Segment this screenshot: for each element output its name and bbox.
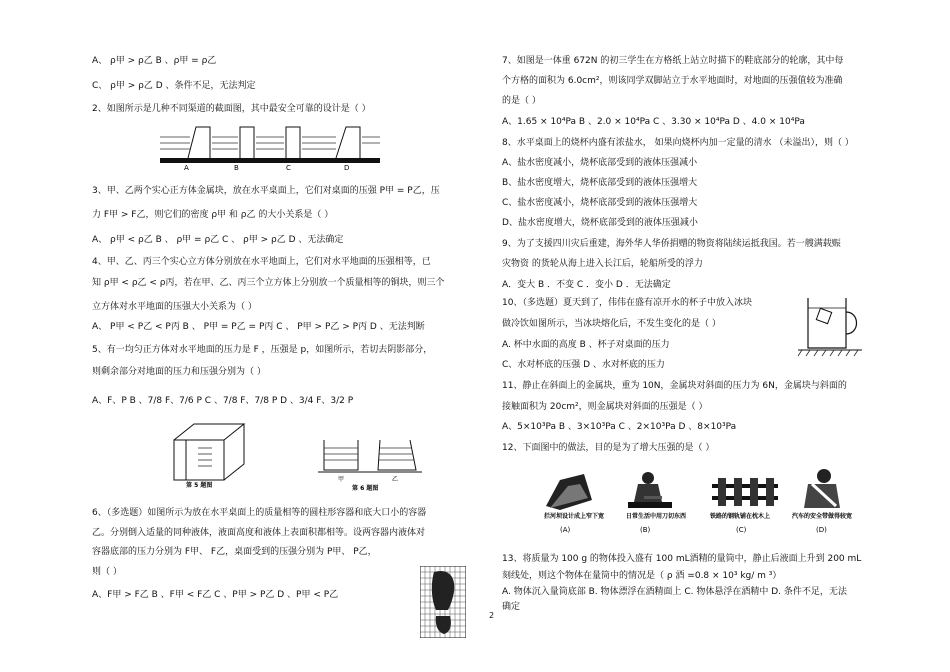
q2-label-d: D	[344, 164, 350, 171]
q11-options: A、5×10³Pa B 、3×10³Pa C 、2×10³Pa D 、8×10³Pa	[502, 422, 737, 432]
q12-letter-c: (C)	[736, 526, 747, 534]
q1-options-cd: C、 ρ甲 > ρ乙 D 、条件不足，无法判定	[92, 81, 256, 91]
q11-line1: 11、静止在斜面上的金属块，重为 10N，金属块对斜面的压力为 6N，金属块与斜面的	[502, 381, 847, 391]
q10-cup-figure	[796, 292, 866, 362]
q11-line2: 接触面积为 20cm²，则金属块对斜面的压强是（ ）	[502, 402, 708, 412]
q2-question: 2、如图所示是几种不同渠道的截面图，其中最安全可靠的设计是（ ）	[92, 104, 371, 114]
q12-rail-picture	[712, 478, 778, 506]
q9-line2: 灾物资 的货轮从海上进入长江后，轮船所受的浮力	[502, 259, 703, 269]
q13-line2: 刻线处，则这个物体在量筒中的情况是（ ρ 酒 =0.8 × 10³ kg/ m ³）	[502, 571, 782, 581]
q3-line2: 力 F甲 > F乙，则它们的密度 ρ甲 和 ρ乙 的大小关系是（ ）	[92, 210, 334, 220]
q2-label-a: A	[184, 164, 189, 171]
q8-option-a: A、盐水密度减小，烧杯底部受到的液体压强减小	[502, 158, 698, 168]
q6-containers-figure	[318, 436, 422, 492]
q3-options: A、 ρ甲 < ρ乙 B 、 ρ甲 = ρ乙 C 、 ρ甲 > ρ乙 D 、无法确定	[92, 235, 344, 245]
q10-options-ab: A. 杯中水面的高度 B 、杯子对桌面的压力	[502, 340, 670, 350]
q9-options: A．变大 B ．不变 C ．变小 D ．无法确定	[502, 280, 671, 290]
q7-line2: 个方格的面积为 6.0cm²，则该同学双脚站立于水平地面时，对地面的压强值较为准确	[502, 76, 843, 86]
q9-line1: 9、为了支援四川灾后重建，海外华人华侨捐赠的物资将陆续运抵我国。若一艘满载赈	[502, 239, 841, 249]
fig5-caption: 第 5 题图	[186, 482, 213, 488]
fig6-caption: 第 6 题图	[352, 485, 379, 492]
q6-line2: 乙。分别倒入适量的同种液体，液面高度和液体上表面积都相等。设两容器内液体对	[92, 528, 426, 538]
q6-options: A、F甲 > F乙 B 、F甲 < F乙 C 、P甲 > P乙 D 、P甲 < P乙	[92, 590, 339, 600]
q4-line2: 知 ρ甲 < ρ乙 < ρ丙，若在甲、乙、丙三个立方体上分别放一个质量相等的铜块，则三个	[92, 278, 445, 288]
q4-options: A、 P甲 < P乙 < P丙 B 、 P甲 = P乙 = P丙 C 、 P甲 > P乙 > P丙 D 、无法判断	[92, 322, 425, 332]
q4-line3: 立方体对水平地面的压强大小关系为（ ）	[92, 302, 257, 312]
q5-line1: 5、有一均匀正方体对水平地面的压力是 F ，压强是 p，如图所示，若切去阴影部分，	[92, 345, 433, 355]
q12-letter-b: (B)	[640, 526, 651, 534]
q5-cube-figure	[168, 420, 254, 488]
q8-option-c: C、盐水密度减小，烧杯底部受到的液体压强增大	[502, 198, 698, 208]
q5-line2: 则剩余部分对地面的压力和压强分别为（ ）	[92, 367, 266, 377]
q12-seatbelt-picture	[804, 469, 840, 508]
page-number: 2	[489, 611, 495, 620]
q10-line1: 10、（多选题）夏天到了，伟伟在盛有凉开水的杯子中放入冰块	[502, 298, 752, 308]
q2-channel-figure	[160, 123, 380, 171]
fig6-label-jia: 甲	[338, 476, 345, 483]
q6-line3: 容器底部的压力分别为 F甲、 F乙，桌面受到的压强分别为 P甲、 P乙，	[92, 547, 377, 557]
q12-caption-a: 拦河坝设计成上窄下宽	[544, 513, 605, 520]
q12-letter-d: (D)	[816, 526, 827, 534]
q13-options-cont: 确定	[502, 602, 521, 612]
q12-pictures-figure	[540, 466, 854, 538]
q12-knife-picture	[628, 472, 672, 508]
q8-option-d: D、盐水密度增大，烧杯底部受到的液体压强减小	[502, 218, 698, 228]
q6-line4: 则（ ）	[92, 567, 122, 577]
q1-options-ab: A、 ρ甲 > ρ乙 B 、ρ甲 = ρ乙	[92, 56, 217, 66]
q5-options: A、F、P B 、7/8 F、7/6 P C 、7/8 F、7/8 P D 、3/4 F、3/2 P	[92, 396, 354, 406]
q4-line1: 4、甲、乙、丙三个实心立方体分别放在水平地面上，它们对水平地面的压强相等，已	[92, 257, 431, 267]
q8-option-b: B、盐水密度增大，烧杯底部受到的液体压强增大	[502, 178, 698, 188]
q12-caption-b: 日常生活中用刀切东西	[626, 513, 687, 520]
q7-line1: 7、如图是一体重 672N 的初三学生在方格纸上站立时描下的鞋底部分的轮廓，其中每	[502, 56, 844, 66]
q13-options: A. 物体沉入量筒底部 B. 物体漂浮在酒精面上 C. 物体悬浮在酒精中 D. 条件不足，无法	[502, 587, 847, 597]
q3-line1: 3、甲、乙两个实心正方体金属块，放在水平桌面上，它们对桌面的压强 P甲 = P乙，压	[92, 186, 440, 196]
q12-letter-a: (A)	[560, 526, 571, 534]
q7-options: A、1.65 × 10⁴Pa B 、2.0 × 10⁴Pa C 、3.30 × 10⁴Pa D 、4.0 × 10⁴Pa	[502, 117, 805, 127]
q7-shoeprint-grid-figure	[420, 566, 466, 638]
q12-question: 12、下面图中的做法，目的是为了增大压强的是（ ）	[502, 443, 715, 453]
q6-line1: 6、（多选题）如图所示为放在水平桌面上的质量相等的圆柱形容器和底大口小的容器	[92, 508, 427, 518]
q12-dam-picture	[546, 474, 592, 510]
q12-caption-d: 汽车的安全带做得较宽	[792, 513, 853, 520]
q12-caption-c: 铁路的钢轨铺在枕木上	[710, 513, 771, 520]
q2-label-b: B	[234, 164, 239, 171]
q10-line2: 做冷饮如图所示，当冰块熔化后，不发生变化的是（ ）	[502, 319, 721, 329]
q13-line1: 13、将质量为 100 g 的物体投入盛有 100 mL酒精的量筒中，静止后液面上升到 200 mL	[502, 554, 862, 564]
q7-line3: 的是（ ）	[502, 96, 541, 106]
q10-options-cd: C、水对杯底的压强 D 、水对杯底的压力	[502, 360, 665, 370]
q2-label-c: C	[286, 164, 291, 171]
fig6-label-yi: 乙	[392, 476, 399, 483]
q8-line1: 8、水平桌面上的烧杯内盛有浓盐水， 如果向烧杯内加一定量的清水 （未溢出），则（ ）	[502, 138, 854, 148]
